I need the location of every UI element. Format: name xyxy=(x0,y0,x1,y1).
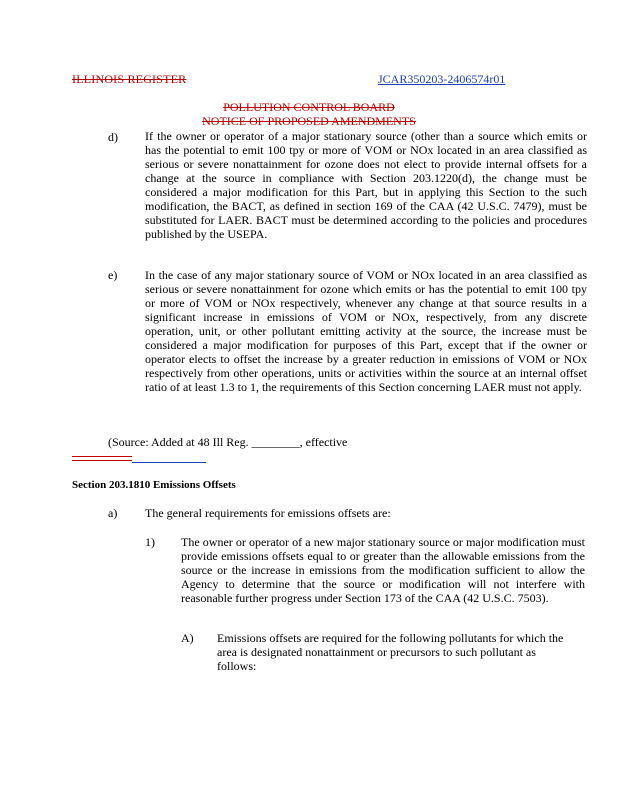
item-label-e: e) xyxy=(108,268,118,282)
paragraph-label-1: 1) xyxy=(145,535,155,549)
docket-number: JCAR350203-2406574r01 xyxy=(378,72,506,86)
register-header: ILLINOIS REGISTER xyxy=(72,72,187,86)
section-heading: Section 203.1810 Emissions Offsets xyxy=(72,479,236,491)
item-text-d: If the owner or operator of a major stationary source (other than a source which emits or has the potential to emit 100 tpy or more of VOM or NOx located in an area classified as serious or severe nonattainment for ozone does not elect to provide internal offsets for a change at the source in compliance with Section 203.1220(d), the change must be considered a major modification for this Part, but in applying this Section to the such modification, the BACT, as defined in section 169 of the CAA (42 U.S.C. 7479), must be substituted for LAER. BACT must be determined according to the policies and procedures published by the USEPA. xyxy=(145,129,587,241)
agency-name: POLLUTION CONTROL BOARD xyxy=(223,100,395,114)
source-note-line1: (Source: Added at 48 Ill Reg. ________, effective xyxy=(108,435,348,449)
subparagraph-label-A: A) xyxy=(181,631,194,645)
subsection-label-a: a) xyxy=(108,506,118,520)
subparagraph-text-A: Emissions offsets are required for the following pollutants for which the area is designated nonattainment or precursors to such pollutant as follows: xyxy=(217,631,564,673)
deleted-date-mark xyxy=(72,456,132,457)
subsection-text-a: The general requirements for emissions offsets are: xyxy=(145,506,391,520)
source-note-line2: ______________) xyxy=(72,450,160,464)
item-label-d: d) xyxy=(108,130,118,144)
notice-title: NOTICE OF PROPOSED AMENDMENTS xyxy=(202,114,416,128)
paragraph-text-1: The owner or operator of a new major stationary source or major modification must provide emissions offsets equal to or greater than the allowable emissions from the source or the increase in emissions from the modification sufficient to allow the Agency to determine that the source or modification will not interfere with reasonable further progress under Section 173 of the CAA (42 U.S.C. 7503). xyxy=(181,535,585,605)
item-text-e: In the case of any major stationary source of VOM or NOx located in an area classified as serious or severe nonattainment for ozone which emits or has the potential to emit 100 tpy or more of VOM or NOx respectively, whenever any change at that source results in a significant increase in emissions of VOM or NOx, respectively, from any discrete operation, unit, or other pollutant emitting activity at the source, the increase must be considered a major modification for purposes of this Part, except that if the owner or operator elects to offset the increase by a greater reduction in emissions of VOM or NOx respectively from other operations, units or activities within the source at an internal offset ratio of at least 1.3 to 1, the requirements of this Section concerning LAER must not apply. xyxy=(145,268,587,394)
inserted-date-mark xyxy=(132,462,206,463)
deleted-date-mark-2 xyxy=(72,460,132,461)
